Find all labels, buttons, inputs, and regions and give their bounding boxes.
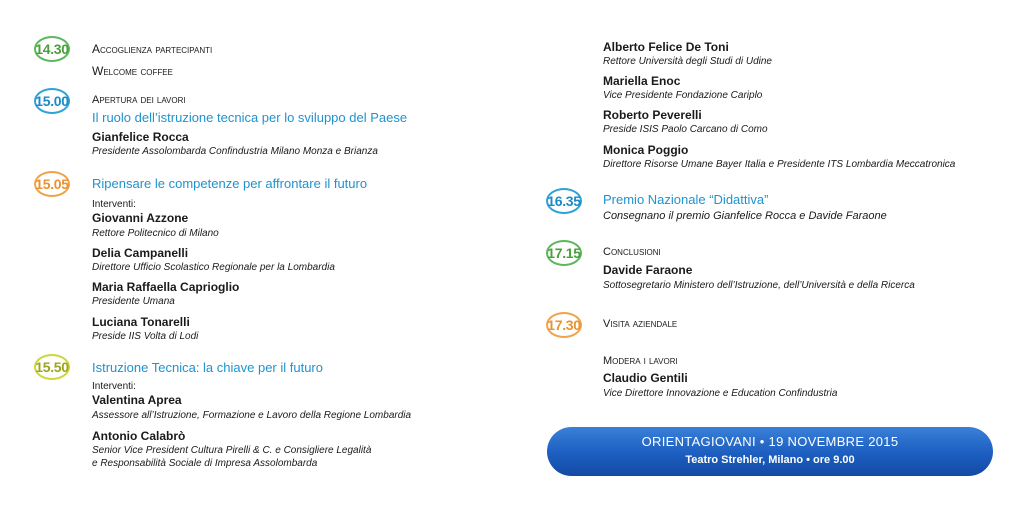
time-badge-1500: [34, 88, 70, 114]
speaker-name: Mariella Enoc: [603, 74, 681, 88]
session-label-visita: Visita aziendale: [603, 318, 678, 330]
speaker-role: Direttore Ufficio Scolastico Regionale per la Lombardia: [92, 262, 335, 273]
speaker-role: Rettore Politecnico di Milano: [92, 228, 219, 239]
speaker-name: Alberto Felice De Toni: [603, 40, 729, 54]
speaker-role: Presidente Assolombarda Confindustria Milano Monza e Brianza: [92, 146, 378, 157]
interventi-label: Interventi:: [92, 199, 136, 210]
speaker-role: Preside ISIS Paolo Carcano di Como: [603, 124, 768, 135]
speaker-name: Delia Campanelli: [92, 246, 189, 260]
moderator-role: Vice Direttore Innovazione e Education Confindustria: [603, 388, 838, 399]
speaker-name: Davide Faraone: [603, 263, 693, 277]
session-title-chiave: Istruzione Tecnica: la chiave per il futuro: [92, 360, 323, 375]
banner-title: ORIENTAGIOVANI • 19 NOVEMBRE 2015: [641, 434, 899, 449]
speaker-role: e Responsabilità Sociale di Impresa Assolombarda: [92, 458, 318, 469]
speaker-name: Roberto Peverelli: [603, 108, 702, 122]
moderator-label: Modera i lavori: [603, 355, 678, 367]
speaker-role: Preside IIS Volta di Lodi: [92, 331, 199, 342]
speaker-name: Gianfelice Rocca: [92, 130, 189, 144]
time-text: 15.50: [35, 359, 69, 375]
speaker-role: Direttore Risorse Umane Bayer Italia e Presidente ITS Lombardia Meccatronica: [603, 159, 956, 170]
time-text: 15.00: [35, 93, 69, 109]
time-badge-1635: [546, 188, 582, 214]
time-badge-1550: [34, 354, 70, 380]
time-text: 16.35: [547, 193, 581, 209]
session-title-istruzione: Il ruolo dell’istruzione tecnica per lo sviluppo del Paese: [92, 110, 408, 125]
speaker-role: Vice Presidente Fondazione Cariplo: [603, 90, 763, 101]
time-text: 15.05: [35, 176, 69, 192]
time-text: 14.30: [35, 41, 69, 57]
speaker-role: Rettore Università degli Studi di Udine: [603, 56, 772, 67]
session-title-competenze: Ripensare le competenze per affrontare il futuro: [92, 176, 368, 191]
time-badge-1730: [546, 312, 582, 338]
session-label-conclusioni: Conclusioni: [603, 246, 661, 258]
speaker-name: Giovanni Azzone: [92, 211, 189, 225]
session-title-premio: Premio Nazionale “Didattiva”: [603, 192, 769, 207]
session-label-welcome: Accoglienza partecipanti: [92, 42, 213, 56]
speaker-role: Assessore all’Istruzione, Formazione e Lavoro della Regione Lombardia: [92, 410, 412, 421]
session-label-opening: Apertura dei lavori: [92, 94, 186, 106]
session-desc-premio: Consegnano il premio Gianfelice Rocca e Davide Faraone: [603, 210, 887, 222]
speaker-name: Monica Poggio: [603, 143, 689, 157]
interventi-label: Interventi:: [92, 381, 136, 392]
speaker-name: Antonio Calabrò: [92, 429, 186, 443]
event-banner: [547, 427, 993, 476]
time-badge-1715: [546, 240, 582, 266]
time-text: 17.15: [547, 245, 581, 261]
time-badge-1430: [34, 36, 70, 62]
session-label-coffee: Welcome coffee: [92, 64, 173, 78]
speaker-name: Luciana Tonarelli: [92, 315, 190, 329]
speaker-role: Sottosegretario Ministero dell’Istruzione, dell’Università e della Ricerca: [603, 280, 915, 291]
speaker-name: Valentina Aprea: [92, 393, 182, 407]
time-text: 17.30: [547, 317, 581, 333]
speaker-name: Maria Raffaella Caprioglio: [92, 280, 240, 294]
speaker-role: Senior Vice President Cultura Pirelli & C. e Consigliere Legalità: [92, 445, 372, 456]
time-badge-1505: [34, 171, 70, 197]
moderator-name: Claudio Gentili: [603, 371, 688, 385]
speaker-role: Presidente Umana: [92, 296, 175, 307]
banner-venue: Teatro Strehler, Milano • ore 9.00: [685, 454, 855, 466]
